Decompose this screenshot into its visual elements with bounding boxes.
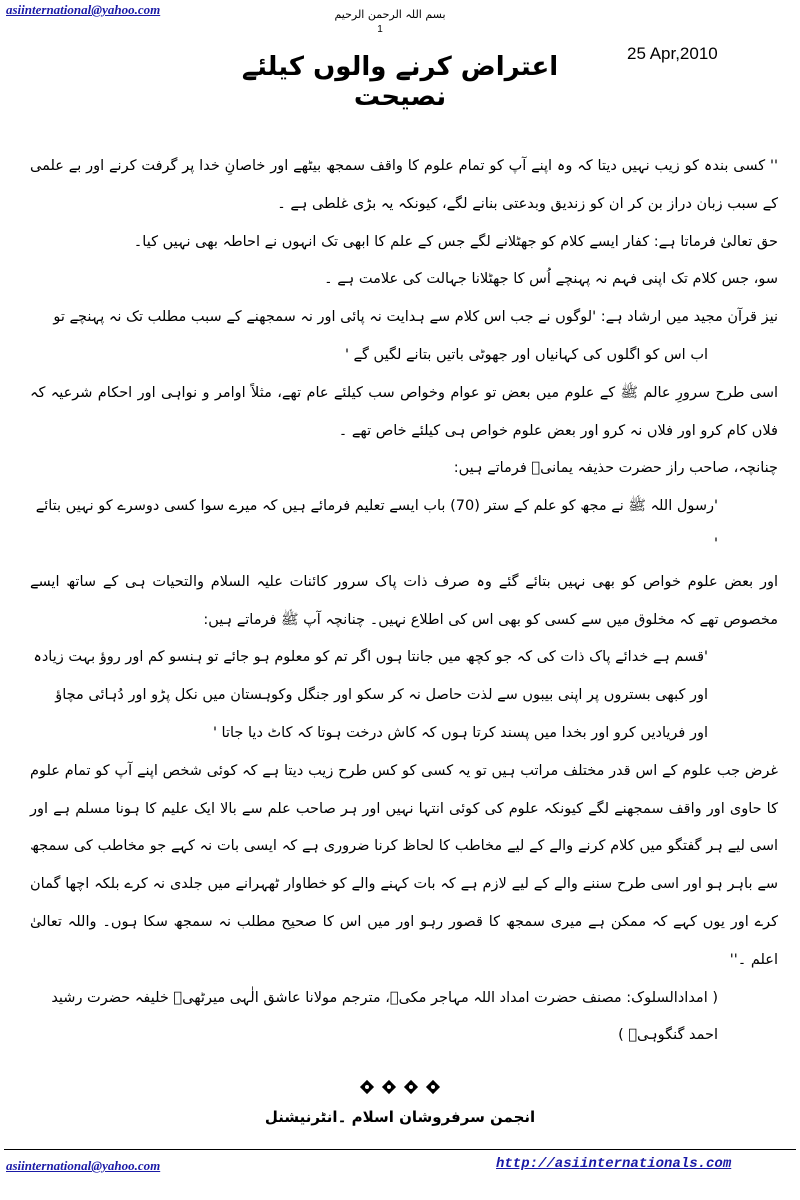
footer-email-link[interactable]: asiinternational@yahoo.com [6,1158,161,1173]
bismillah-heading: بسم اللہ الرحمن الرحیم [334,8,446,21]
ornament-divider [360,1080,440,1094]
ornament-star-icon [426,1080,440,1094]
paragraph-conclusion-1: سو، جس کلام تک اپنی فہم نہ پہنچے اُس کا جھٹلانا جہالت کی علامت ہے ۔ [324,271,778,288]
ornament-star-icon [404,1080,418,1094]
paragraph-quran-2-cont: اب اس کو اگلوں کی کہانیاں اور جھوٹی باتیں بتانے لگیں گے ' [344,346,708,363]
footer-website-link[interactable]: http://asiinternationals.com [496,1156,732,1172]
paragraph-citation: ( امدادالسلوک: مصنف حضرت امداد اللہ مہاجر مکیؒ، مترجم مولانا عاشق الٰہی میرٹھیؒ خلیفہ حضرت رشید احمد گنگوہیؒ ) [51,989,718,1044]
organization-name: انجمن سرفروشان اسلام ۔انٹرنیشنل [264,1108,536,1126]
paragraph-special-knowledge: اور بعض علوم خواص کو بھی نہیں بتائے گئے وہ صرف ذات پاک سرور کائنات علیہ السلام والتحیات ہی کے ساتھ ایسے مخصوص تھے کہ مخلوق میں سے کسی کو بھی اس کی اطلاع نہیں۔ چنانچہ آپ ﷺ فرماتے ہیں: [30,573,778,628]
paragraph-summary: غرض جب علوم کے اس قدر مختلف مراتب ہیں تو یہ کسی کو کس طرح زیب دیتا ہے کہ کوئی شخص اپنے آپ کو تمام علوم کا حاوی اور واقف سمجھنے لگے کیونکہ علوم کی کوئی انتہا نہیں اور ہر صاحب علم سے بالا ایک علیم کا ہونا مسلم ہے اور اسی لیے ہر گفتگو میں کلام کرنے والے کے لیے مخاطب کا لحاظ کرنا ضروری ہے کہ ایسی بات نہ کہے جو مخاطب کی سمجھ سے باہر ہو اور اسی طرح سننے والے کے لیے لازم ہے کہ بات کہنے والے کو خطاوار ٹھہرانے میں جلدی نہ کرے بلکہ اچھا گمان کرے اور یوں کہے کہ ممکن ہے میری سمجھ کا قصور رہو اور میں اس کا صحیح مطلب نہ سمجھ سکا ہوں۔ واللہ تعالیٰ اعلم ۔'' [30,762,778,968]
paragraph-hudhaifa-intro: چنانچہ، صاحب راز حضرت حذیفہ یمانیؓ فرماتے ہیں: [453,460,778,477]
paragraph-hadith-line-1: 'قسم ہے خدائے پاک ذات کی کہ جو کچھ میں جانتا ہوں اگر تم کو معلوم ہو جائے تو ہنسو کم اور روؤ بہت زیادہ [33,649,708,666]
footer-divider [4,1149,796,1150]
page-number: 1 [377,24,383,35]
article-date: 25 Apr,2010 [627,44,718,63]
paragraph-quran-2: نیز قرآن مجید میں ارشاد ہے: 'لوگوں نے جب اس کلام سے ہدایت نہ پائی اور نہ سمجھنے کے سبب مطلب تک نہ پہنچے تو [53,309,778,326]
paragraph-hadith-line-2: اور کبھی بستروں پر اپنی بیبوں سے لذت حاصل نہ کر سکو اور جنگل وکوہستان میں نکل پڑو اور دُہائی مچاؤ [55,687,708,704]
article-title: اعتراض کرنے والوں کیلئے نصیحت [241,52,559,112]
paragraph-hadith-line-3: اور فریادیں کرو اور بخدا میں پسند کرتا ہوں کہ کاش درخت ہوتا کہ کاٹ دیا جاتا ' [212,724,708,741]
ornament-star-icon [360,1080,374,1094]
header-email-link[interactable]: asiinternational@yahoo.com [6,2,161,17]
paragraph-quran-1: حق تعالیٰ فرماتا ہے: کفار ایسے کلام کو جھٹلانے لگے جس کے علم کا ابھی تک انہوں نے احاطہ بھی نہیں کیا۔ [133,233,778,250]
article-body [30,148,778,1055]
paragraph-hudhaifa-quote: 'رسول اللہ ﷺ نے مجھ کو علم کے ستر (70) باب ایسے تعلیم فرمائے ہیں کہ میرے سوا کسی دوسرے کو نہیں بتائے ' [35,498,718,552]
ornament-star-icon [382,1080,396,1094]
paragraph-intro: '' کسی بندہ کو زیب نہیں دیتا کہ وہ اپنے آپ کو تمام علوم کا واقف سمجھ بیٹھے اور خاصانِ خدا پر گرفت کرنے اور بے علمی کے سبب زبان دراز بن کر ان کو زندیق وبدعتی بنانے لگے، کیونکہ یہ بڑی غلطی ہے ۔ [30,158,778,212]
paragraph-prophet-knowledge: اسی طرح سرورِ عالم ﷺ کے علوم میں بعض تو عوام وخواص سب کیلئے عام تھے، مثلاً اوامر و نواہی اور احکام شرعیہ کہ فلاں کام کرو اور فلاں نہ کرو اور بعض علوم خواص ہی کیلئے خاص تھے ۔ [30,384,778,439]
